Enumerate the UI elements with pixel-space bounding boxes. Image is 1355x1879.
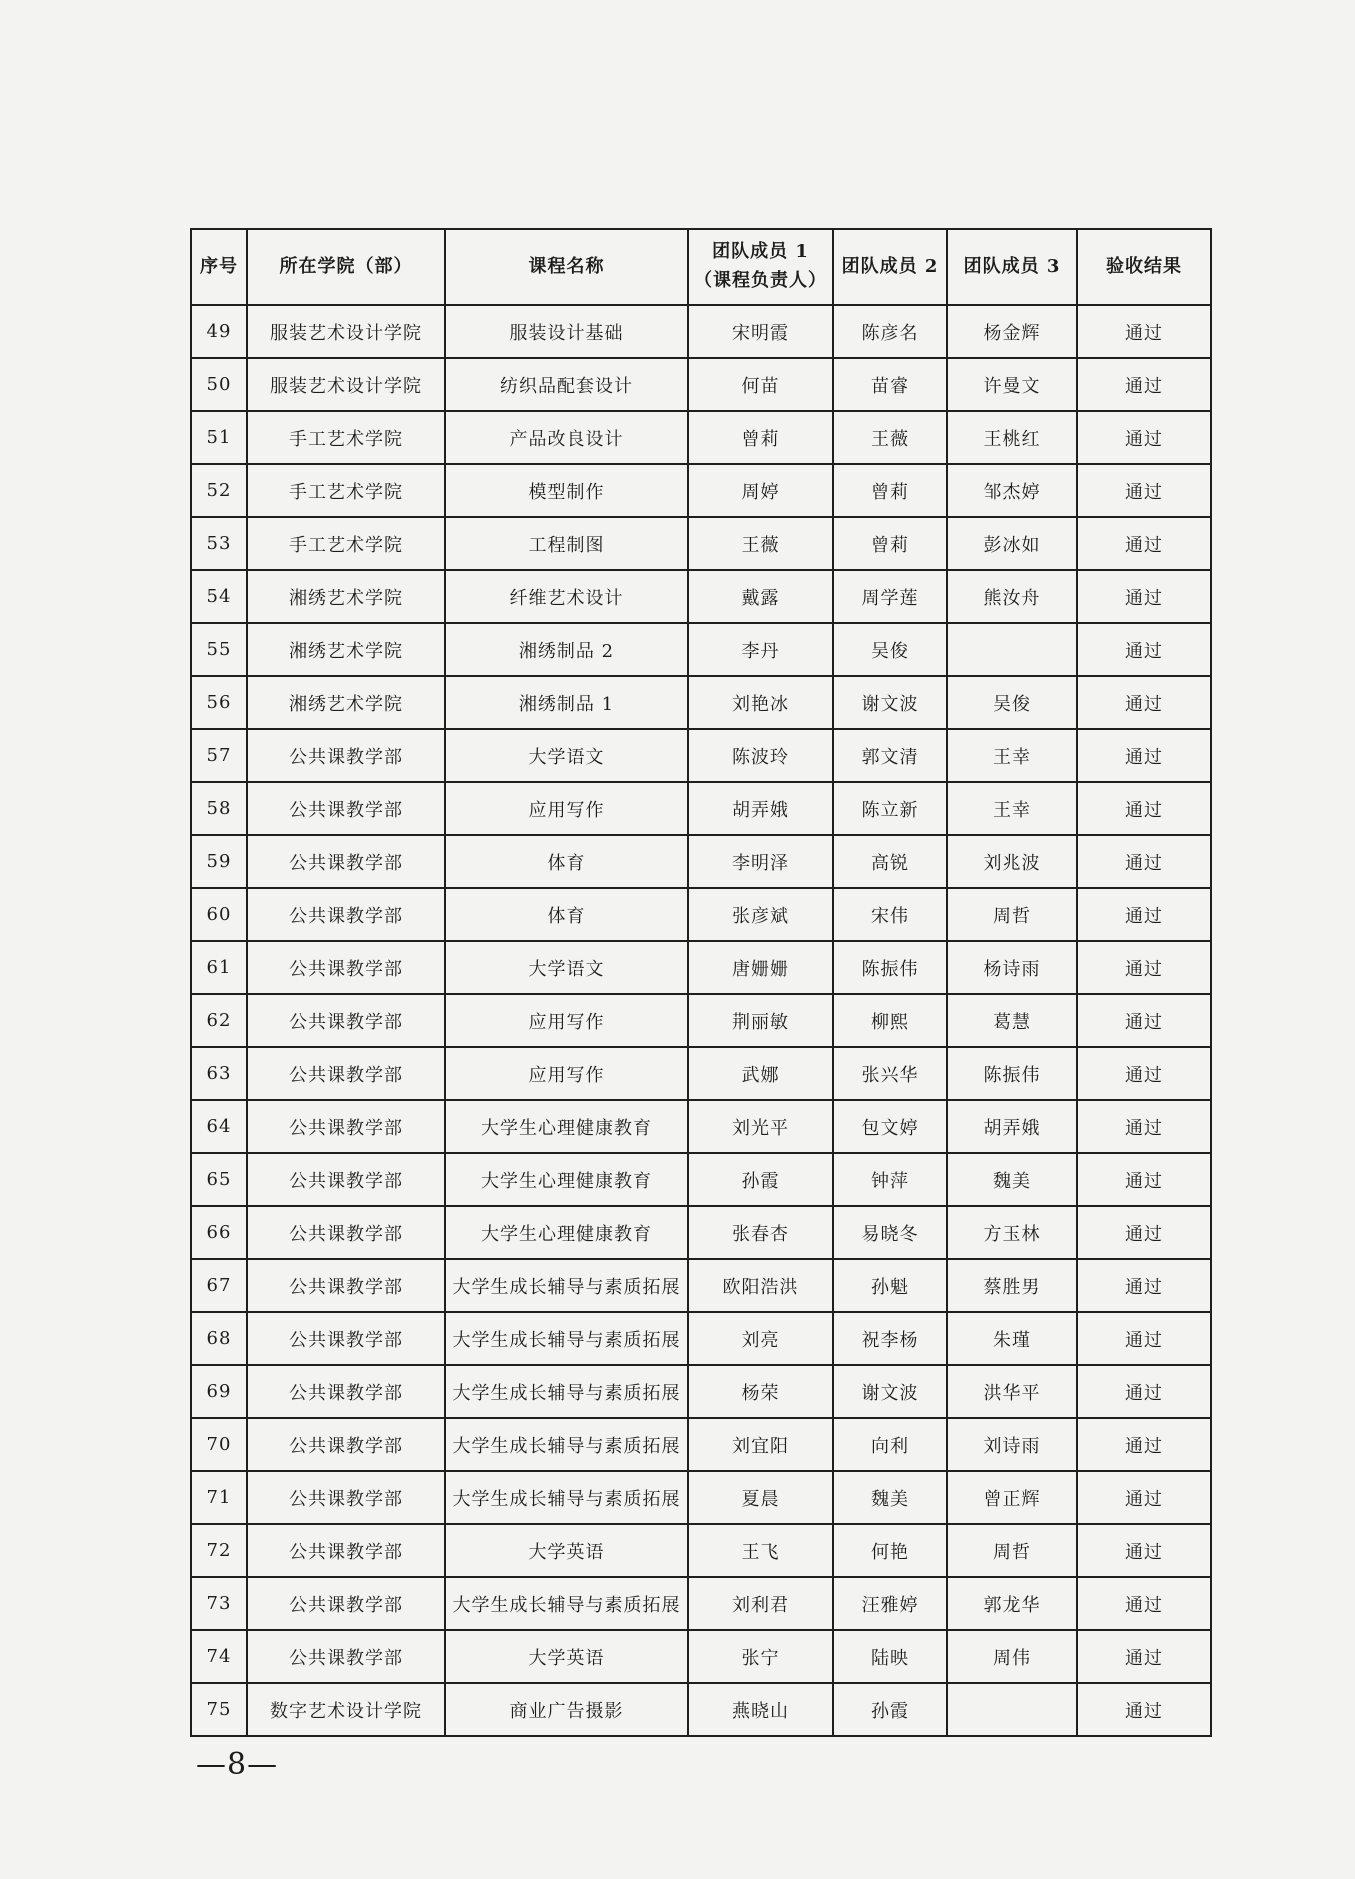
cell-result: 通过 [1077,782,1211,835]
cell-member3: 蔡胜男 [947,1259,1077,1312]
cell-index: 66 [191,1206,247,1259]
cell-member2: 张兴华 [833,1047,947,1100]
cell-member2: 钟萍 [833,1153,947,1206]
cell-index: 71 [191,1471,247,1524]
table-row [191,1630,1211,1683]
cell-member2: 苗睿 [833,358,947,411]
cell-course: 应用写作 [445,994,688,1047]
cell-index: 58 [191,782,247,835]
cell-result: 通过 [1077,464,1211,517]
cell-course: 模型制作 [445,464,688,517]
cell-result: 通过 [1077,676,1211,729]
table-body [191,305,1211,1736]
table-row [191,1418,1211,1471]
table-row [191,729,1211,782]
cell-member2: 曾莉 [833,464,947,517]
cell-index: 70 [191,1418,247,1471]
cell-course: 应用写作 [445,1047,688,1100]
cell-college: 公共课教学部 [247,1577,445,1630]
cell-college: 湘绣艺术学院 [247,570,445,623]
cell-index: 68 [191,1312,247,1365]
cell-member1: 燕晓山 [688,1683,833,1736]
cell-college: 手工艺术学院 [247,411,445,464]
cell-member2: 魏美 [833,1471,947,1524]
cell-college: 公共课教学部 [247,1471,445,1524]
cell-course: 大学生成长辅导与素质拓展 [445,1577,688,1630]
table-row [191,1524,1211,1577]
table-row [191,994,1211,1047]
cell-member1: 张宁 [688,1630,833,1683]
cell-member2: 陈立新 [833,782,947,835]
cell-member1: 刘光平 [688,1100,833,1153]
table-row [191,1471,1211,1524]
cell-college: 公共课教学部 [247,1206,445,1259]
header-index: 序号 [191,229,247,305]
cell-college: 湘绣艺术学院 [247,623,445,676]
table-row [191,464,1211,517]
cell-member2: 柳熙 [833,994,947,1047]
cell-member2: 陆映 [833,1630,947,1683]
table-row [191,1206,1211,1259]
cell-member1: 张春杏 [688,1206,833,1259]
cell-member3: 刘诗雨 [947,1418,1077,1471]
cell-result: 通过 [1077,1418,1211,1471]
cell-index: 63 [191,1047,247,1100]
cell-result: 通过 [1077,1047,1211,1100]
cell-course: 大学语文 [445,941,688,994]
table-row [191,835,1211,888]
cell-member2: 吴俊 [833,623,947,676]
cell-member3: 杨金辉 [947,305,1077,358]
cell-result: 通过 [1077,517,1211,570]
cell-course: 纤维艺术设计 [445,570,688,623]
table-row [191,676,1211,729]
cell-member2: 向利 [833,1418,947,1471]
cell-member1: 李丹 [688,623,833,676]
header-member1-role: （课程负责人） [694,270,827,291]
cell-index: 65 [191,1153,247,1206]
cell-college: 公共课教学部 [247,1524,445,1577]
cell-member2: 易晓冬 [833,1206,947,1259]
cell-course: 大学生心理健康教育 [445,1153,688,1206]
cell-course: 体育 [445,888,688,941]
cell-college: 公共课教学部 [247,941,445,994]
cell-result: 通过 [1077,1153,1211,1206]
cell-member2: 祝李杨 [833,1312,947,1365]
table-row [191,1100,1211,1153]
cell-result: 通过 [1077,1206,1211,1259]
cell-member3: 周哲 [947,888,1077,941]
cell-index: 59 [191,835,247,888]
cell-member1: 孙霞 [688,1153,833,1206]
cell-college: 服装艺术设计学院 [247,358,445,411]
cell-result: 通过 [1077,623,1211,676]
header-member3: 团队成员 3 [947,229,1077,305]
cell-course: 大学生成长辅导与素质拓展 [445,1418,688,1471]
cell-member1: 曾莉 [688,411,833,464]
cell-index: 67 [191,1259,247,1312]
header-college: 所在学院（部） [247,229,445,305]
cell-college: 公共课教学部 [247,1312,445,1365]
cell-index: 52 [191,464,247,517]
cell-college: 公共课教学部 [247,994,445,1047]
cell-member2: 曾莉 [833,517,947,570]
table-row [191,570,1211,623]
cell-member1: 刘艳冰 [688,676,833,729]
cell-member1: 刘宜阳 [688,1418,833,1471]
cell-course: 服装设计基础 [445,305,688,358]
cell-member3: 方玉林 [947,1206,1077,1259]
cell-index: 51 [191,411,247,464]
cell-course: 纺织品配套设计 [445,358,688,411]
cell-college: 湘绣艺术学院 [247,676,445,729]
cell-member1: 周婷 [688,464,833,517]
cell-member3: 朱瑾 [947,1312,1077,1365]
cell-member2: 高锐 [833,835,947,888]
cell-index: 61 [191,941,247,994]
table-row [191,358,1211,411]
cell-course: 应用写作 [445,782,688,835]
cell-course: 大学生成长辅导与素质拓展 [445,1312,688,1365]
table-header [191,229,1211,305]
cell-member3: 刘兆波 [947,835,1077,888]
cell-member3: 王桃红 [947,411,1077,464]
cell-result: 通过 [1077,835,1211,888]
cell-index: 56 [191,676,247,729]
cell-course: 大学英语 [445,1630,688,1683]
table-row [191,517,1211,570]
cell-member3: 彭冰如 [947,517,1077,570]
table-row [191,1047,1211,1100]
table-row [191,888,1211,941]
cell-member2: 包文婷 [833,1100,947,1153]
cell-index: 75 [191,1683,247,1736]
table-row [191,1259,1211,1312]
cell-member2: 周学莲 [833,570,947,623]
cell-result: 通过 [1077,1365,1211,1418]
cell-college: 公共课教学部 [247,1100,445,1153]
cell-college: 数字艺术设计学院 [247,1683,445,1736]
cell-index: 62 [191,994,247,1047]
cell-college: 公共课教学部 [247,1153,445,1206]
cell-college: 手工艺术学院 [247,517,445,570]
cell-member2: 孙霞 [833,1683,947,1736]
cell-result: 通过 [1077,1471,1211,1524]
cell-index: 49 [191,305,247,358]
cell-result: 通过 [1077,994,1211,1047]
cell-member1: 刘利君 [688,1577,833,1630]
cell-course: 大学生成长辅导与素质拓展 [445,1365,688,1418]
cell-member3 [947,623,1077,676]
cell-member2: 郭文清 [833,729,947,782]
cell-member2: 宋伟 [833,888,947,941]
cell-member1: 夏晨 [688,1471,833,1524]
header-member1 [688,229,833,305]
cell-index: 72 [191,1524,247,1577]
cell-course: 大学生心理健康教育 [445,1100,688,1153]
cell-member1: 胡弄娥 [688,782,833,835]
cell-result: 通过 [1077,1577,1211,1630]
cell-college: 服装艺术设计学院 [247,305,445,358]
cell-result: 通过 [1077,1630,1211,1683]
table-row [191,1577,1211,1630]
cell-course: 湘绣制品 1 [445,676,688,729]
header-row [191,229,1211,305]
cell-result: 通过 [1077,1100,1211,1153]
cell-course: 大学生成长辅导与素质拓展 [445,1471,688,1524]
cell-member3: 吴俊 [947,676,1077,729]
cell-member3: 杨诗雨 [947,941,1077,994]
cell-member1: 杨荣 [688,1365,833,1418]
cell-member1: 武娜 [688,1047,833,1100]
cell-member3: 曾正辉 [947,1471,1077,1524]
cell-member3: 葛慧 [947,994,1077,1047]
cell-result: 通过 [1077,888,1211,941]
header-course: 课程名称 [445,229,688,305]
table-row [191,411,1211,464]
page-number: —8— [196,1747,279,1782]
cell-college: 公共课教学部 [247,888,445,941]
cell-member3: 郭龙华 [947,1577,1077,1630]
cell-member1: 荆丽敏 [688,994,833,1047]
cell-member1: 何苗 [688,358,833,411]
table-row [191,305,1211,358]
cell-member3: 王幸 [947,782,1077,835]
table-row [191,1365,1211,1418]
cell-course: 大学英语 [445,1524,688,1577]
cell-college: 公共课教学部 [247,729,445,782]
cell-member2: 汪雅婷 [833,1577,947,1630]
cell-course: 工程制图 [445,517,688,570]
cell-member3: 周伟 [947,1630,1077,1683]
cell-index: 53 [191,517,247,570]
cell-member1: 王薇 [688,517,833,570]
cell-member2: 孙魁 [833,1259,947,1312]
cell-result: 通过 [1077,1683,1211,1736]
cell-member2: 何艳 [833,1524,947,1577]
cell-college: 公共课教学部 [247,782,445,835]
cell-member1: 宋明霞 [688,305,833,358]
cell-index: 60 [191,888,247,941]
table-row [191,941,1211,994]
cell-course: 湘绣制品 2 [445,623,688,676]
cell-college: 公共课教学部 [247,1259,445,1312]
cell-member1: 戴露 [688,570,833,623]
cell-course: 产品改良设计 [445,411,688,464]
cell-member2: 谢文波 [833,1365,947,1418]
cell-college: 手工艺术学院 [247,464,445,517]
table-row [191,782,1211,835]
cell-result: 通过 [1077,1524,1211,1577]
cell-result: 通过 [1077,1312,1211,1365]
cell-index: 57 [191,729,247,782]
cell-member1: 刘亮 [688,1312,833,1365]
cell-member3: 邹杰婷 [947,464,1077,517]
table-row [191,623,1211,676]
cell-member3: 魏美 [947,1153,1077,1206]
cell-college: 公共课教学部 [247,1047,445,1100]
cell-index: 64 [191,1100,247,1153]
cell-member1: 唐姗姗 [688,941,833,994]
cell-member3: 洪华平 [947,1365,1077,1418]
cell-index: 74 [191,1630,247,1683]
cell-index: 55 [191,623,247,676]
cell-member1: 欧阳浩洪 [688,1259,833,1312]
cell-course: 体育 [445,835,688,888]
cell-college: 公共课教学部 [247,1630,445,1683]
cell-member1: 张彦斌 [688,888,833,941]
table-row [191,1153,1211,1206]
cell-member1: 王飞 [688,1524,833,1577]
cell-member3: 陈振伟 [947,1047,1077,1100]
cell-result: 通过 [1077,570,1211,623]
cell-member3: 许曼文 [947,358,1077,411]
cell-result: 通过 [1077,305,1211,358]
cell-result: 通过 [1077,411,1211,464]
cell-index: 73 [191,1577,247,1630]
cell-college: 公共课教学部 [247,835,445,888]
table-row [191,1683,1211,1736]
cell-member3: 熊汝舟 [947,570,1077,623]
cell-college: 公共课教学部 [247,1418,445,1471]
cell-result: 通过 [1077,358,1211,411]
acceptance-results-table [190,228,1212,1737]
cell-result: 通过 [1077,729,1211,782]
table-row [191,1312,1211,1365]
cell-member3: 周哲 [947,1524,1077,1577]
cell-result: 通过 [1077,941,1211,994]
cell-member2: 陈振伟 [833,941,947,994]
cell-result: 通过 [1077,1259,1211,1312]
header-member2: 团队成员 2 [833,229,947,305]
cell-member3 [947,1683,1077,1736]
cell-college: 公共课教学部 [247,1365,445,1418]
header-member1-title: 团队成员 1 [712,241,809,263]
cell-course: 商业广告摄影 [445,1683,688,1736]
cell-course: 大学语文 [445,729,688,782]
cell-member2: 王薇 [833,411,947,464]
cell-course: 大学生成长辅导与素质拓展 [445,1259,688,1312]
header-result: 验收结果 [1077,229,1211,305]
cell-index: 69 [191,1365,247,1418]
cell-index: 54 [191,570,247,623]
cell-member2: 陈彦名 [833,305,947,358]
cell-member1: 陈波玲 [688,729,833,782]
cell-member1: 李明泽 [688,835,833,888]
cell-index: 50 [191,358,247,411]
cell-course: 大学生心理健康教育 [445,1206,688,1259]
cell-member3: 胡弄娥 [947,1100,1077,1153]
cell-member2: 谢文波 [833,676,947,729]
cell-member3: 王幸 [947,729,1077,782]
